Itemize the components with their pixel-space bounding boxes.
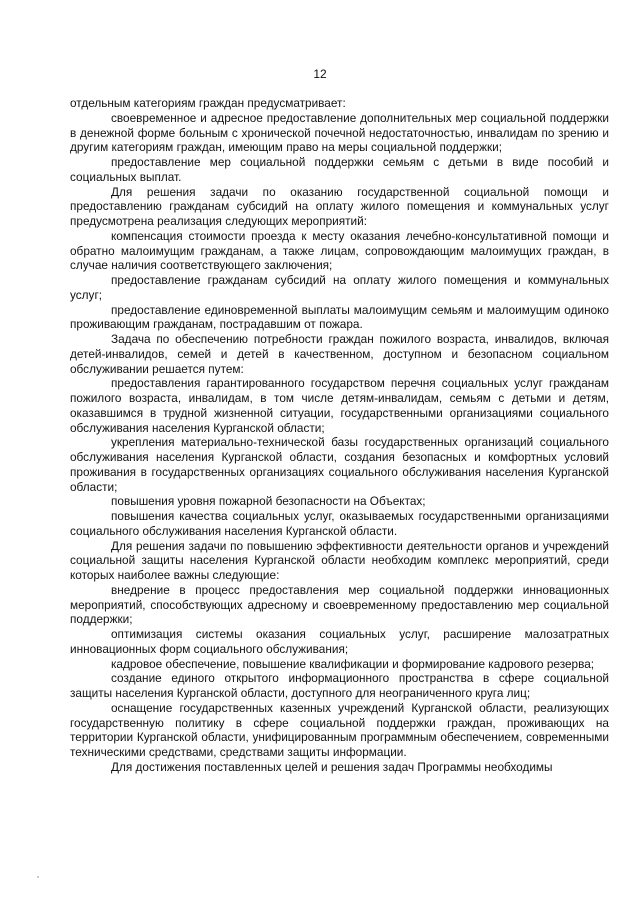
- paragraph: укрепления материально-технической базы государственных организаций социального обслуживания населения Курганской области, создания безопасных и комфортных условий проживания в государственных организациях социального обслуживания населения Курганской области;: [70, 435, 609, 494]
- paragraph: кадровое обеспечение, повышение квалификации и формирование кадрового резерва;: [111, 656, 595, 671]
- paragraph: повышения уровня пожарной безопасности на Объектах;: [111, 494, 426, 509]
- page-number: 12: [313, 67, 327, 81]
- paragraph: внедрение в процесс предоставления мер социальной поддержки инновационных мероприятий, способствующих адресному и своевременному предоставлению мер социальной поддержки;: [70, 582, 609, 627]
- paragraph: предоставление гражданам субсидий на оплату жилого помещения и коммунальных услуг;: [70, 273, 609, 302]
- paragraph: предоставление мер социальной поддержки семьям с детьми в виде пособий и социальных выплат.: [70, 155, 609, 184]
- paragraph: создание единого открытого информационного пространства в сфере социальной защиты населения Курганской области, доступного для неограниченного круга лиц;: [70, 671, 609, 700]
- scan-speck: [37, 876, 39, 878]
- paragraph: компенсация стоимости проезда к месту оказания лечебно-консультативной помощи и обратно малоимущим гражданам, а также лицам, сопровождающим малоимущих граждан, в случае наличия соответствующего заключения;: [70, 228, 609, 273]
- paragraph: повышения качества социальных услуг, оказываемых государственными организациями социального обслуживания населения Курганской области.: [70, 509, 609, 538]
- paragraph: оснащение государственных казенных учреждений Курганской области, реализующих государственную политику в сфере социальной поддержки граждан, проживающих на территории Курганской области, унифицированным программным обеспечением, современными техническими средствами, средствами защиты информации.: [70, 700, 609, 759]
- paragraph: Для достижения поставленных целей и решения задач Программы необходимы: [111, 759, 553, 774]
- paragraph: Для решения задачи по оказанию государственной социальной помощи и предоставлению гражданам субсидий на оплату жилого помещения и коммунальных услуг предусмотрена реализация следующих мероприятий:: [70, 184, 609, 228]
- paragraph: отдельным категориям граждан предусматривает:: [70, 96, 346, 110]
- paragraph: предоставления гарантированного государством перечня социальных услуг гражданам пожилого возраста, инвалидам, в том числе детям-инвалидам, семьям с детьми и детям, оказавшимся в трудной жизненной ситуации, государственными организациями социального обслуживания населения Курганской области;: [70, 376, 609, 435]
- paragraph: своевременное и адресное предоставление дополнительных мер социальной поддержки в денежной форме больным с хронической почечной недостаточностью, инвалидам по зрению и другим категориям граждан, имеющим право на меры социальной поддержки;: [70, 110, 609, 155]
- paragraph: оптимизация системы оказания социальных услуг, расширение малозатратных инновационных форм социального обслуживания;: [70, 627, 609, 656]
- paragraph: предоставление единовременной выплаты малоимущим семьям и малоимущим одиноко проживающим гражданам, пострадавшим от пожара.: [70, 302, 609, 332]
- paragraph: Задача по обеспечению потребности граждан пожилого возраста, инвалидов, включая детей-инвалидов, семей и детей в качественном, доступном и безопасном социальном обслуживании решается путем:: [70, 332, 609, 376]
- body-text: [70, 96, 609, 775]
- paragraph: Для решения задачи по повышению эффективности деятельности органов и учреждений социальной защиты населения Курганской области необходим комплекс мероприятий, среди которых наиболее важны следующие:: [70, 538, 609, 582]
